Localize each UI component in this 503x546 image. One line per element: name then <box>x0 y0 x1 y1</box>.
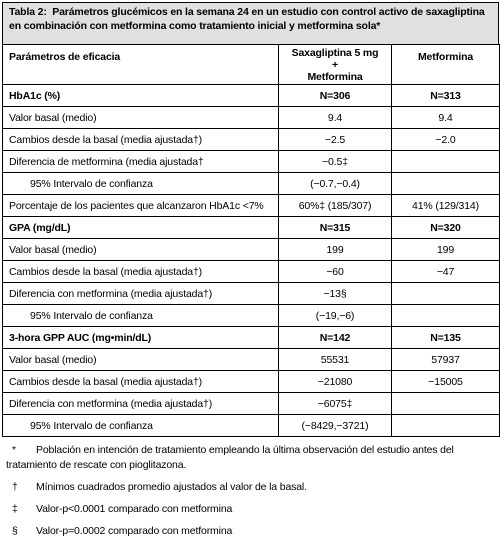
table-header-row <box>3 45 500 85</box>
table-row <box>3 239 500 261</box>
footnote-text <box>36 524 493 539</box>
cell-metformin: −2.0 <box>392 129 500 151</box>
table-row <box>3 195 500 217</box>
section-title: 3-hora GPP AUC (mg•min/dL) <box>3 327 279 349</box>
row-label: Diferencia de metformina (media ajustada† <box>3 151 279 173</box>
cell-metformin <box>392 151 500 173</box>
section-header-row <box>3 85 500 107</box>
cell-metformin: 57937 <box>392 349 500 371</box>
cell-metformin <box>392 173 500 195</box>
section-n-metformin: N=320 <box>392 217 500 239</box>
footnote-text <box>36 502 493 517</box>
section-header-row <box>3 327 500 349</box>
section-n-saxagliptin: N=315 <box>279 217 392 239</box>
cell-saxagliptin-metformin: 199 <box>279 239 392 261</box>
cell-saxagliptin-metformin: 55531 <box>279 349 392 371</box>
cell-saxagliptin-metformin: −2.5 <box>279 129 392 151</box>
table-row <box>3 261 500 283</box>
table-row <box>3 393 500 415</box>
footnote-line1: Valor-p=0.0002 comparado con metformina <box>36 525 233 537</box>
section-title: GPA (mg/dL) <box>3 217 279 239</box>
table-row <box>3 283 500 305</box>
footnote-mark: * <box>12 444 16 456</box>
footnote <box>6 524 493 539</box>
cell-metformin <box>392 305 500 327</box>
cell-metformin <box>392 283 500 305</box>
cell-metformin: −47 <box>392 261 500 283</box>
section-n-metformin: N=313 <box>392 85 500 107</box>
cell-saxagliptin-metformin: −6075‡ <box>279 393 392 415</box>
footnote-mark: ‡ <box>12 503 18 515</box>
cell-metformin: 9.4 <box>392 107 500 129</box>
footnotes <box>2 437 499 539</box>
row-label: Cambios desde la basal (media ajustada†) <box>3 129 279 151</box>
cell-saxagliptin-metformin: −60 <box>279 261 392 283</box>
cell-saxagliptin-metformin: 9.4 <box>279 107 392 129</box>
row-label: Valor basal (medio) <box>3 107 279 129</box>
header-col2-line2: + <box>332 58 338 71</box>
table-caption <box>2 2 499 44</box>
footnote-line1: Valor-p<0.0001 comparado con metformina <box>36 503 233 515</box>
row-label: 95% Intervalo de confianza <box>3 173 279 195</box>
table-row <box>3 151 500 173</box>
table-row <box>3 349 500 371</box>
table-row <box>3 415 500 437</box>
cell-saxagliptin-metformin: −21080 <box>279 371 392 393</box>
cell-metformin <box>392 415 500 437</box>
row-label: Porcentaje de los pacientes que alcanzaron HbA1c <7% <box>3 195 279 217</box>
header-metformin: Metformina <box>392 45 500 85</box>
cell-metformin <box>392 393 500 415</box>
footnote <box>6 502 493 517</box>
header-col2-line3: Metformina <box>307 70 363 83</box>
footnote-line2: tratamiento de rescate con pioglitazona. <box>6 459 187 471</box>
section-title: HbA1c (%) <box>3 85 279 107</box>
row-label: Cambios desde la basal (media ajustada†) <box>3 371 279 393</box>
table-row <box>3 107 500 129</box>
caption-text: Parámetros glucémicos en la semana 24 en un estudio con control activo de saxagliptina en combinación con metformina como tratamiento inicial y metformina sola* <box>9 6 485 32</box>
footnote-line1: Población en intención de tratamiento empleando la última observación del estudio antes del <box>36 444 454 456</box>
row-label: Cambios desde la basal (media ajustada†) <box>3 261 279 283</box>
table-row <box>3 305 500 327</box>
cell-saxagliptin-metformin: −0.5‡ <box>279 151 392 173</box>
cell-saxagliptin-metformin: −13§ <box>279 283 392 305</box>
footnote <box>6 480 493 495</box>
row-label: 95% Intervalo de confianza <box>3 415 279 437</box>
footnote-text <box>6 443 493 473</box>
row-label: Valor basal (medio) <box>3 349 279 371</box>
cell-saxagliptin-metformin: (−0.7,−0.4) <box>279 173 392 195</box>
document-table-container <box>2 2 499 546</box>
cell-metformin: 199 <box>392 239 500 261</box>
caption-label: Tabla 2: <box>9 6 47 18</box>
row-label: Valor basal (medio) <box>3 239 279 261</box>
header-col2-line1: Saxagliptina 5 mg <box>291 46 379 59</box>
row-label: Diferencia con metformina (media ajustada†) <box>3 393 279 415</box>
table-row <box>3 371 500 393</box>
row-label: Diferencia con metformina (media ajustada†) <box>3 283 279 305</box>
section-n-metformin: N=135 <box>392 327 500 349</box>
row-label: 95% Intervalo de confianza <box>3 305 279 327</box>
section-header-row <box>3 217 500 239</box>
glycemic-parameters-table <box>2 44 500 437</box>
section-n-saxagliptin: N=142 <box>279 327 392 349</box>
cell-metformin: −15005 <box>392 371 500 393</box>
footnote-text <box>36 480 493 495</box>
footnote-mark: § <box>12 525 18 537</box>
cell-metformin: 41% (129/314) <box>392 195 500 217</box>
cell-saxagliptin-metformin: (−8429,−3721) <box>279 415 392 437</box>
table-row <box>3 173 500 195</box>
footnote-mark: † <box>12 481 18 493</box>
section-n-saxagliptin: N=306 <box>279 85 392 107</box>
header-saxagliptin-metformin <box>279 45 392 85</box>
cell-saxagliptin-metformin: 60%‡ (185/307) <box>279 195 392 217</box>
cell-saxagliptin-metformin: (−19,−6) <box>279 305 392 327</box>
table-row <box>3 129 500 151</box>
header-efficacy-parameters: Parámetros de eficacia <box>3 45 279 85</box>
footnote <box>6 443 493 473</box>
footnote-line1: Mínimos cuadrados promedio ajustados al valor de la basal. <box>36 481 307 493</box>
